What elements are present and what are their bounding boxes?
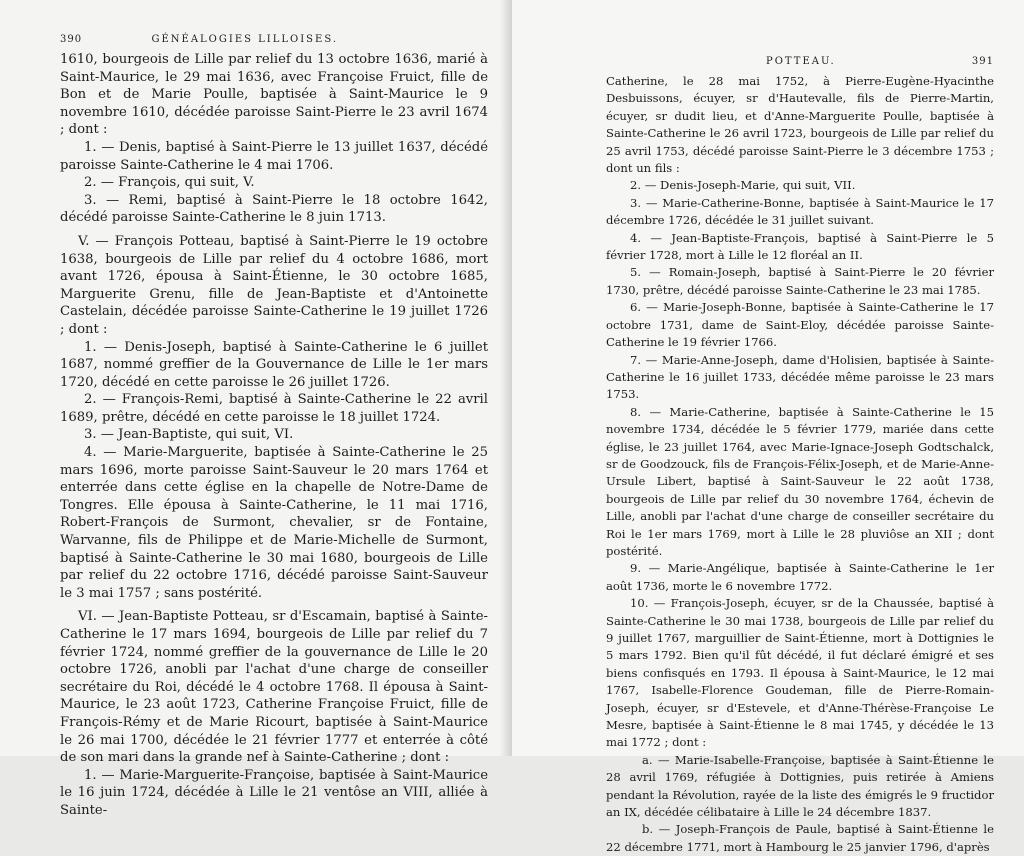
paragraph: 1. — Denis, baptisé à Saint-Pierre le 13 juillet 1637, décédé paroisse Sainte-Catherine le 4 mai 1706.	[60, 139, 488, 173]
paragraph: a. — Marie-Isabelle-Françoise, baptisée à Saint-Étienne le 28 avril 1769, réfugiée à Dottignies, puis retirée à Amiens pendant la Révolution, rayée de la liste des émigrés le 9 fructidor an IX, décédée célibataire à Lille le 24 décembre 1837.	[606, 752, 994, 820]
paragraph: 4. — Marie-Marguerite, baptisée à Sainte-Catherine le 25 mars 1696, morte paroisse Saint-Sauveur le 20 mars 1764 et enterrée dans cette église en la chapelle de Notre-Dame de Tongres. Elle épousa à Sainte-Catherine, le 11 mai 1716, Robert-François de Surmont, chevalier, sr de Fontaine, Warvanne, fils de Philippe et de Marie-Michelle de Surmont, baptisé à Sainte-Catherine le 30 mai 1680, bourgeois de Lille par relief du 22 octobre 1716, décédé paroisse Saint-Sauveur le 3 mai 1757 ; sans postérité.	[60, 445, 488, 601]
paragraph: 3. — Remi, baptisé à Saint-Pierre le 18 octobre 1642, décédé paroisse Sainte-Catherine le 8 juin 1713.	[60, 192, 488, 226]
paragraph: b. — Joseph-François de Paule, baptisé à Saint-Étienne le 22 décembre 1771, mort à Hambourg le 25 janvier 1796, d'après	[606, 822, 994, 854]
paragraph: 1. — Marie-Marguerite-Françoise, baptisée à Saint-Maurice le 16 juin 1724, décédée à Lille le 21 ventôse an VIII, alliée à Sainte-	[60, 767, 488, 818]
left-page-number: 390	[60, 34, 83, 45]
paragraph: VI. — Jean-Baptiste Potteau, sr d'Escamain, baptisé à Sainte-Catherine le 17 mars 1694, bourgeois de Lille par relief du 7 février 1724, nommé greffier de la gouvernance de Lille le 20 octobre 1726, anobli par l'achat d'une charge de conseiller secrétaire du Roi, décédé le 4 octobre 1768. Il épousa à Saint-Maurice, le 23 août 1723, Catherine Françoise Fruict, fille de François-Rémy et de Marie Ricourt, baptisée à Saint-Maurice le 26 mai 1700, décédée le 21 février 1777 et enterrée à côté de son mari dans la grande nef à Sainte-Catherine ; dont :	[60, 609, 488, 766]
paragraph: 7. — Marie-Anne-Joseph, dame d'Holisien, baptisée à Sainte-Catherine le 16 juillet 1733, décédée même paroisse le 23 mars 1753.	[606, 352, 994, 402]
paragraph: 6. — Marie-Joseph-Bonne, baptisée à Sainte-Catherine le 17 octobre 1731, dame de Saint-Eloy, décédée paroisse Sainte-Catherine le 19 février 1766.	[606, 300, 994, 350]
paragraph: 4. — Jean-Baptiste-François, baptisé à Saint-Pierre le 5 février 1728, mort à Lille le 12 floréal an II.	[606, 230, 994, 263]
paragraph: 10. — François-Joseph, écuyer, sr de la Chaussée, baptisé à Sainte-Catherine le 30 mai 1738, bourgeois de Lille par relief du 9 juillet 1767, marguillier de Saint-Étienne, mort à Dottignies le 5 mars 1792. Bien qu'il fût décédé, il fut déclaré émigré et ses biens confisqués en 1793. Il épousa à Saint-Maurice, le 12 mai 1767, Isabelle-Florence Goudeman, fille de Pierre-Romain-Joseph, écuyer, sr d'Estevele, et d'Anne-Thérèse-Françoise Le Mesre, baptisée à Saint-Étienne le 8 mai 1745, y décédée le 13 mai 1772 ; dont :	[606, 596, 994, 750]
left-body-text	[60, 51, 488, 820]
paragraph: 1. — Denis-Joseph, baptisé à Sainte-Catherine le 6 juillet 1687, nommé greffier de la Gouvernance de Lille le 1er mars 1720, décédé en cette paroisse le 26 juillet 1726.	[60, 339, 488, 390]
left-running-title: GÉNÉALOGIES LILLOISES.	[151, 34, 338, 45]
paragraph: Catherine, le 28 mai 1752, à Pierre-Eugène-Hyacinthe Desbuissons, écuyer, sr d'Hautevalle, fils de Pierre-Martin, écuyer, sr dudit lieu, et d'Anne-Marguerite Poulle, baptisée à Sainte-Catherine le 26 avril 1723, bourgeois de Lille par relief du 25 avril 1753, décédé paroisse Saint-Pierre le 3 décembre 1753 ; dont un fils :	[606, 74, 994, 176]
right-page	[512, 0, 1024, 854]
paragraph: 9. — Marie-Angélique, baptisée à Sainte-Catherine le 1er août 1736, morte le 6 novembre 1772.	[606, 561, 994, 593]
paragraph: 8. — Marie-Catherine, baptisée à Sainte-Catherine le 15 novembre 1734, décédée le 5 février 1779, mariée dans cette église, le 23 juillet 1764, avec Marie-Ignace-Joseph Godtschalck, sr de Goodzouck, fils de François-Félix-Joseph, et de Marie-Anne-Ursule Libert, baptisé à Saint-Sauveur le 22 août 1738, bourgeois de Lille par relief du 30 novembre 1764, échevin de Lille, anobli par l'achat d'une charge de conseiller secrétaire du Roi le 1er mars 1769, mort à Lille le 28 pluviôse an XII ; dont postérité.	[606, 404, 994, 558]
right-running-title: POTTEAU.	[766, 56, 836, 67]
paragraph: 2. — François, qui suit, V.	[84, 175, 255, 191]
paragraph: 3. — Jean-Baptiste, qui suit, VI.	[84, 427, 294, 443]
paragraph: 5. — Romain-Joseph, baptisé à Saint-Pierre le 20 février 1730, prêtre, décédé paroisse Sainte-Catherine le 23 mai 1785.	[606, 265, 994, 297]
paragraph: 1610, bourgeois de Lille par relief du 13 octobre 1636, marié à Saint-Maurice, le 29 mai 1636, avec Françoise Fruict, fille de Bon et de Marie Poulle, baptisée à Saint-Maurice le 9 novembre 1610, décédée paroisse Saint-Pierre le 23 avril 1674 ; dont :	[60, 52, 488, 138]
paragraph: 3. — Marie-Catherine-Bonne, baptisée à Saint-Maurice le 17 décembre 1726, décédée le 31 juillet suivant.	[606, 195, 994, 228]
right-page-number: 391	[971, 56, 994, 67]
paragraph: 2. — François-Remi, baptisé à Sainte-Catherine le 22 avril 1689, prêtre, décédé en cette paroisse le 18 juillet 1724.	[60, 392, 488, 425]
right-body-text	[606, 73, 994, 856]
paragraph: V. — François Potteau, baptisé à Saint-Pierre le 19 octobre 1638, bourgeois de Lille par relief du 4 octobre 1686, mort avant 1726, épousa à Saint-Étienne, le 30 octobre 1685, Marguerite Grenu, fille de Jean-Baptiste et d'Antoinette Castelain, décédée paroisse Sainte-Catherine le 19 juillet 1726 ; dont :	[60, 233, 488, 337]
right-running-head	[606, 56, 994, 67]
left-running-head	[60, 34, 488, 45]
paragraph: 2. — Denis-Joseph-Marie, qui suit, VII.	[630, 178, 856, 193]
left-page	[0, 0, 512, 818]
